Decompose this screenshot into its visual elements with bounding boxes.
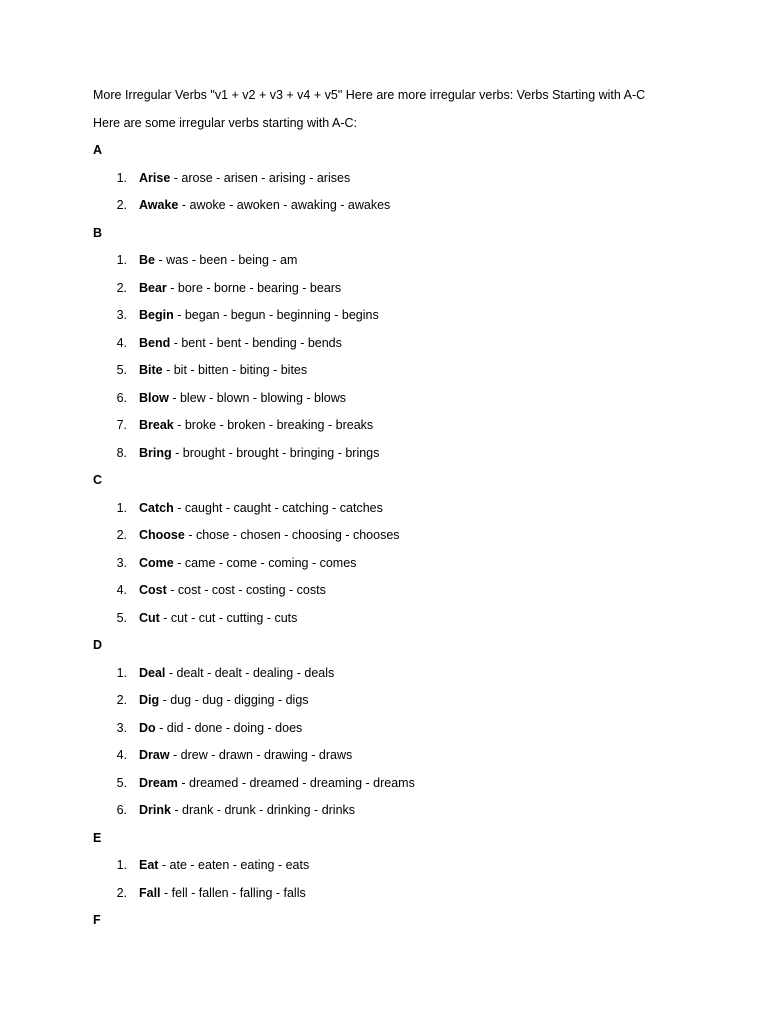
list-number: 2. bbox=[116, 198, 127, 212]
verb-other-forms: - brought - brought - bringing - brings bbox=[171, 445, 380, 460]
list-number: 3. bbox=[116, 720, 127, 735]
verb-list-d bbox=[93, 664, 733, 820]
verb-base-form: Break bbox=[139, 418, 174, 432]
list-item bbox=[93, 801, 733, 819]
verb-base-form: Drink bbox=[139, 803, 171, 817]
list-item bbox=[93, 609, 733, 627]
list-item bbox=[93, 554, 733, 572]
verb-base-form: Be bbox=[139, 253, 155, 267]
list-number: 8. bbox=[116, 445, 127, 460]
verb-base-form: Bring bbox=[139, 445, 172, 460]
verb-list-a bbox=[93, 169, 733, 215]
verb-other-forms: - did - done - doing - does bbox=[155, 720, 303, 735]
list-item bbox=[93, 499, 733, 517]
verb-other-forms: - dealt - dealt - dealing - deals bbox=[165, 665, 335, 680]
section-heading-a: A bbox=[93, 143, 103, 157]
list-item bbox=[93, 444, 733, 462]
verb-other-forms: - cut - cut - cutting - cuts bbox=[159, 610, 298, 625]
verb-other-forms: - bore - borne - bearing - bears bbox=[166, 280, 342, 295]
verb-other-forms: - arose - arisen - arising - arises bbox=[170, 170, 351, 185]
list-item bbox=[93, 251, 733, 269]
intro-title-line: More Irregular Verbs "v1 + v2 + v3 + v4 + v5" Here are more irregular verbs: Verbs Starting with A-C bbox=[93, 88, 646, 102]
list-item bbox=[93, 856, 733, 874]
verb-base-form: Eat bbox=[139, 858, 159, 872]
verb-other-forms: - bent - bent - bending - bends bbox=[170, 335, 342, 350]
verb-base-form: Dream bbox=[139, 775, 178, 790]
verb-base-form: Do bbox=[139, 720, 156, 735]
list-number: 4. bbox=[116, 335, 127, 350]
verb-base-form: Bend bbox=[139, 335, 171, 350]
list-item bbox=[93, 196, 733, 214]
verb-other-forms: - caught - caught - catching - catches bbox=[173, 500, 383, 515]
verb-sections bbox=[93, 141, 733, 929]
verb-list-e bbox=[93, 856, 733, 902]
list-number: 6. bbox=[116, 803, 127, 817]
list-number: 1. bbox=[116, 170, 127, 185]
list-number: 3. bbox=[116, 555, 127, 570]
verb-base-form: Come bbox=[139, 555, 174, 570]
list-item bbox=[93, 306, 733, 324]
section-heading-e: E bbox=[93, 830, 102, 845]
verb-list-c bbox=[93, 499, 733, 627]
verb-base-form: Fall bbox=[139, 885, 161, 900]
list-item bbox=[93, 169, 733, 187]
list-number: 5. bbox=[116, 775, 127, 790]
verb-base-form: Arise bbox=[139, 170, 171, 185]
list-item bbox=[93, 581, 733, 599]
verb-other-forms: - was - been - being - am bbox=[154, 253, 298, 267]
list-item bbox=[93, 884, 733, 902]
verb-other-forms: - chose - chosen - choosing - chooses bbox=[184, 528, 400, 542]
section-heading-d: D bbox=[93, 638, 103, 652]
verb-other-forms: - bit - bitten - biting - bites bbox=[162, 363, 308, 377]
list-item bbox=[93, 279, 733, 297]
verb-base-form: Bear bbox=[139, 280, 167, 295]
verb-other-forms: - drew - drawn - drawing - draws bbox=[169, 748, 353, 762]
verb-other-forms: - dug - dug - digging - digs bbox=[159, 693, 309, 707]
list-number: 7. bbox=[116, 418, 127, 432]
list-number: 2. bbox=[116, 693, 127, 707]
list-item bbox=[93, 334, 733, 352]
list-item bbox=[93, 526, 733, 544]
verb-base-form: Awake bbox=[139, 198, 179, 212]
verb-other-forms: - drank - drunk - drinking - drinks bbox=[170, 803, 356, 817]
list-number: 1. bbox=[116, 858, 127, 872]
list-item bbox=[93, 416, 733, 434]
verb-base-form: Dig bbox=[139, 693, 160, 707]
list-item bbox=[93, 691, 733, 709]
verb-base-form: Draw bbox=[139, 748, 170, 762]
verb-base-form: Deal bbox=[139, 665, 166, 680]
verb-other-forms: - dreamed - dreamed - dreaming - dreams bbox=[177, 775, 415, 790]
verb-base-form: Cut bbox=[139, 610, 160, 625]
verb-other-forms: - cost - cost - costing - costs bbox=[166, 583, 326, 597]
document-page bbox=[93, 86, 733, 939]
verb-other-forms: - ate - eaten - eating - eats bbox=[158, 858, 310, 872]
verb-other-forms: - fell - fallen - falling - falls bbox=[160, 885, 306, 900]
list-item bbox=[93, 389, 733, 407]
verb-base-form: Blow bbox=[139, 390, 169, 405]
verb-base-form: Choose bbox=[139, 528, 185, 542]
list-number: 1. bbox=[116, 500, 127, 515]
verb-other-forms: - broke - broken - breaking - breaks bbox=[173, 418, 374, 432]
list-item bbox=[93, 746, 733, 764]
list-number: 1. bbox=[116, 253, 127, 267]
list-number: 2. bbox=[116, 280, 127, 295]
list-number: 2. bbox=[116, 885, 127, 900]
verb-base-form: Cost bbox=[139, 583, 167, 597]
verb-other-forms: - blew - blown - blowing - blows bbox=[168, 390, 347, 405]
list-number: 4. bbox=[116, 748, 127, 762]
intro-subtitle-line: Here are some irregular verbs starting with A-C: bbox=[93, 115, 357, 130]
list-number: 2. bbox=[116, 528, 127, 542]
list-number: 3. bbox=[116, 308, 127, 322]
list-item bbox=[93, 361, 733, 379]
section-heading-b: B bbox=[93, 225, 103, 240]
list-item bbox=[93, 774, 733, 792]
verb-base-form: Begin bbox=[139, 308, 174, 322]
verb-other-forms: - came - come - coming - comes bbox=[173, 555, 357, 570]
verb-base-form: Catch bbox=[139, 500, 174, 515]
verb-other-forms: - awoke - awoken - awaking - awakes bbox=[178, 198, 391, 212]
list-item bbox=[93, 719, 733, 737]
list-number: 5. bbox=[116, 363, 127, 377]
list-item bbox=[93, 664, 733, 682]
list-number: 5. bbox=[116, 610, 127, 625]
list-number: 4. bbox=[116, 583, 127, 597]
list-number: 6. bbox=[116, 390, 127, 405]
verb-list-b bbox=[93, 251, 733, 462]
verb-other-forms: - began - begun - beginning - begins bbox=[173, 308, 379, 322]
verb-base-form: Bite bbox=[139, 363, 163, 377]
section-heading-f: F bbox=[93, 913, 101, 927]
section-heading-c: C bbox=[93, 473, 103, 487]
list-number: 1. bbox=[116, 665, 127, 680]
